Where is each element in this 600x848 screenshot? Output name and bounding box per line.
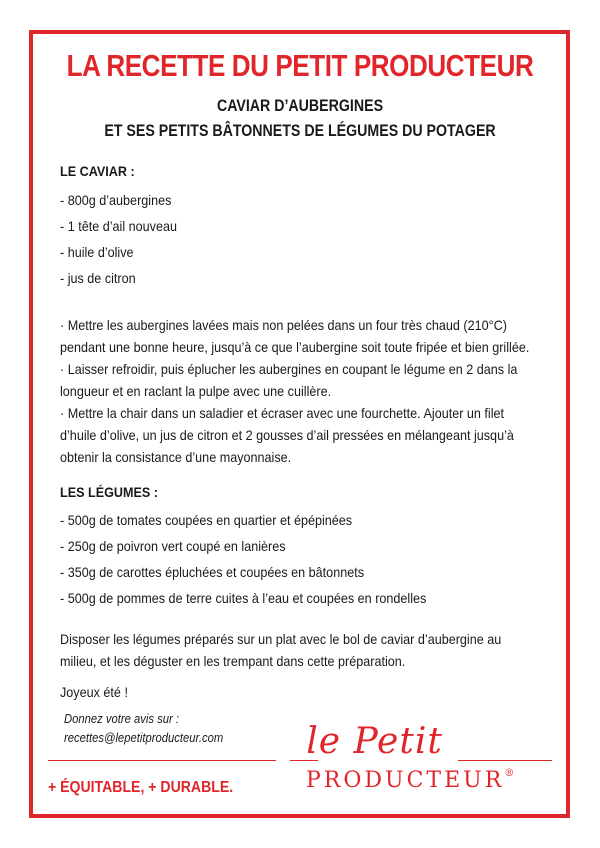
legumes-instructions: Disposer les légumes préparés sur un plat avec le bol de caviar d’aubergine au milieu, et les déguster en les trempant dans cette préparation. [60, 631, 502, 669]
caviar-step-2: · Laisser refroidir, puis éplucher les aubergines en coupant le légume en 2 dans la longueur et en raclant la pulpe avec une cuillère. [60, 361, 518, 399]
feedback-label: Donnez votre avis sur : [64, 712, 180, 726]
caviar-step-1: · Mettre les aubergines lavées mais non pelées dans un four très chaud (210°C) pendant une bonne heure, jusqu’à ce que l’aubergine soit toute fripée et bien grillée. [60, 317, 530, 355]
caviar-heading: LE CAVIAR : [60, 163, 135, 179]
divider-left [48, 760, 276, 761]
list-item: - 250g de poivron vert coupé en lanières [60, 538, 286, 554]
logo-script: le Petit [306, 721, 443, 762]
caviar-step-3: · Mettre la chair dans un saladier et écraser avec une fourchette. Ajouter un filet d’huile d’olive, un jus de citron et 2 gousses d’ail pressées en mélangeant jusqu’à obtenir la consistance d’une mayonnaise. [60, 405, 514, 465]
list-item: - huile d’olive [60, 244, 134, 260]
list-item: - 500g de pommes de terre cuites à l’eau et coupées en rondelles [60, 590, 427, 606]
feedback-email[interactable]: recettes@lepetitproducteur.com [64, 731, 224, 745]
list-item: - jus de citron [60, 270, 136, 286]
recipe-title: CAVIAR D’AUBERGINES [216, 97, 384, 115]
recipe-subtitle: ET SES PETITS BÂTONNETS DE LÉGUMES DU POTAGER [104, 122, 496, 140]
list-item: - 1 tête d’ail nouveau [60, 218, 177, 234]
logo-wordmark: PRODUCTEUR® [306, 768, 515, 793]
divider-logo-right [458, 760, 552, 761]
list-item: - 350g de carottes épluchées et coupées en bâtonnets [60, 564, 365, 580]
slogan: + ÉQUITABLE, + DURABLE. [48, 779, 234, 796]
list-item: - 800g d’aubergines [60, 192, 172, 208]
page-title: LA RECETTE DU PETIT PRODUCTEUR [66, 48, 534, 83]
legumes-heading: LES LÉGUMES : [60, 484, 159, 500]
closing-text: Joyeux été ! [60, 684, 128, 700]
list-item: - 500g de tomates coupées en quartier et épépinées [60, 512, 353, 528]
